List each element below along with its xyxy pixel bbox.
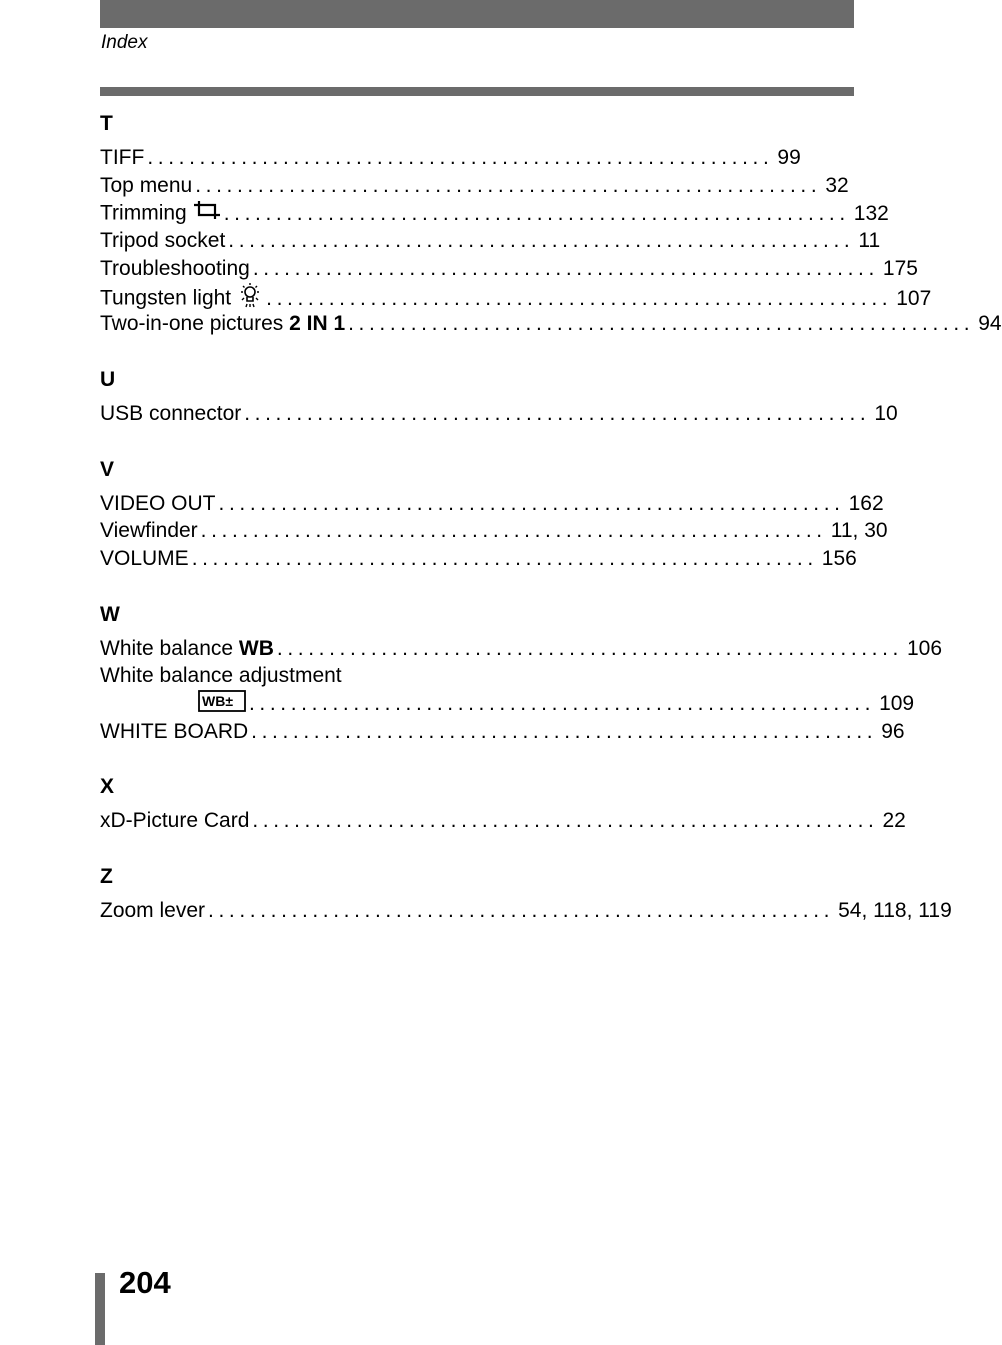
entry-page: 106 — [907, 636, 943, 660]
index-letter: X — [100, 775, 115, 799]
index-entry — [100, 690, 915, 718]
index-letter: U — [100, 367, 116, 391]
entry-name — [100, 227, 225, 255]
leader-dots: ............................................................ — [218, 491, 845, 515]
index-letter: Z — [100, 865, 113, 888]
leader-dots: ............................................................ — [276, 636, 903, 660]
entry-term: Zoom lever — [100, 899, 206, 922]
leader-dots: ............................................................ — [208, 899, 835, 922]
entry-page: 11, 30 — [830, 519, 888, 543]
entry-term: Viewfinder — [100, 519, 198, 543]
entry-name — [100, 144, 144, 172]
entry-term-bold: 2 IN 1 — [289, 312, 346, 336]
entry-name — [100, 400, 241, 428]
leader-dots: ............................................................ — [228, 229, 855, 253]
entry-name — [100, 172, 192, 200]
index-entry — [100, 718, 905, 746]
index-group-v — [100, 456, 888, 573]
index-entry — [100, 144, 801, 172]
leader-dots: ............................................................ — [223, 201, 850, 225]
index-entry — [100, 282, 932, 310]
entry-term: White balance adjustment — [100, 664, 342, 688]
leader-dots: ............................................................ — [200, 519, 827, 543]
entry-name — [100, 635, 274, 663]
index-entry — [100, 807, 906, 835]
index-entry — [100, 172, 849, 200]
entry-term: VOLUME — [100, 546, 189, 570]
index-entry — [100, 635, 943, 663]
entry-name — [100, 255, 250, 283]
index-entry — [100, 255, 918, 283]
entry-name — [100, 310, 345, 338]
entry-term: Trimming — [100, 201, 187, 225]
entry-page: 132 — [853, 201, 889, 225]
entry-name — [100, 490, 216, 518]
leader-dots: ............................................................ — [249, 692, 876, 716]
entry-term: TIFF — [100, 146, 145, 169]
leader-dots: ............................................................ — [191, 546, 818, 570]
entry-name — [100, 807, 249, 835]
entry-term: Two-in-one pictures — [100, 312, 284, 336]
entry-page: 11 — [858, 229, 881, 253]
leader-dots: ............................................................ — [252, 809, 879, 833]
leader-dots: ............................................................ — [251, 719, 878, 743]
entry-page: 175 — [882, 256, 918, 280]
index-column — [100, 110, 1002, 953]
entry-term: USB connector — [100, 401, 242, 425]
leader-dots: ............................................................ — [266, 286, 893, 310]
entry-name — [100, 662, 342, 690]
entry-name — [100, 545, 189, 573]
index-entry — [100, 227, 881, 255]
leader-dots: ............................................................ — [348, 312, 975, 336]
index-group-u — [100, 366, 898, 428]
entry-term: WHITE BOARD — [100, 719, 249, 743]
entry-page: 22 — [882, 809, 906, 833]
index-group-x — [100, 773, 906, 835]
leader-dots: ............................................................ — [195, 173, 822, 197]
entry-name — [192, 690, 246, 720]
index-entry — [100, 490, 884, 518]
wb-adjust-icon — [198, 690, 246, 720]
entry-page: 94 — [978, 312, 1002, 336]
entry-term: VIDEO OUT — [100, 491, 216, 515]
leader-dots: ............................................................ — [147, 146, 774, 169]
entry-term: Troubleshooting — [100, 256, 250, 280]
entry-term: Top menu — [100, 173, 193, 197]
entry-name — [100, 897, 205, 925]
header-bar — [100, 0, 854, 28]
entry-page: 54, 118, 119 — [838, 899, 952, 922]
entry-page: 162 — [848, 491, 884, 515]
entry-term: White balance — [100, 636, 234, 660]
trim-icon — [193, 199, 221, 229]
section-title: Index — [101, 32, 148, 53]
index-entry — [100, 199, 889, 227]
index-letter: T — [100, 112, 113, 135]
entry-term: Tungsten light — [100, 286, 232, 310]
index-group-z — [100, 863, 952, 925]
index-letter: V — [100, 457, 115, 481]
page-number: 204 — [119, 1265, 171, 1300]
entry-page: 10 — [874, 401, 898, 425]
entry-page: 96 — [881, 719, 905, 743]
entry-term: xD-Picture Card — [100, 809, 250, 833]
entry-term: Tripod socket — [100, 229, 226, 253]
leader-dots: ............................................................ — [244, 401, 871, 425]
header-rule — [100, 87, 854, 96]
entry-name — [100, 199, 221, 229]
index-entry — [100, 310, 1002, 338]
leader-dots: ............................................................ — [252, 256, 879, 280]
index-entry — [100, 545, 857, 573]
entry-name — [100, 517, 198, 545]
entry-page: 109 — [879, 692, 915, 716]
entry-page: 107 — [896, 286, 932, 310]
index-entry — [100, 897, 952, 925]
entry-page: 156 — [821, 546, 857, 570]
index-group-w — [100, 601, 943, 746]
index-entry — [100, 662, 463, 690]
index-entry — [100, 400, 898, 428]
entry-term-bold: WB — [238, 636, 274, 660]
entry-page: 32 — [825, 173, 849, 197]
wb-adjust-icon-label: WB± — [202, 692, 234, 709]
index-letter: W — [100, 602, 120, 626]
entry-name — [100, 718, 248, 746]
entry-page: 99 — [777, 146, 801, 169]
footer-bar — [95, 1273, 105, 1345]
index-entry — [100, 517, 888, 545]
index-group-t — [100, 110, 1002, 338]
